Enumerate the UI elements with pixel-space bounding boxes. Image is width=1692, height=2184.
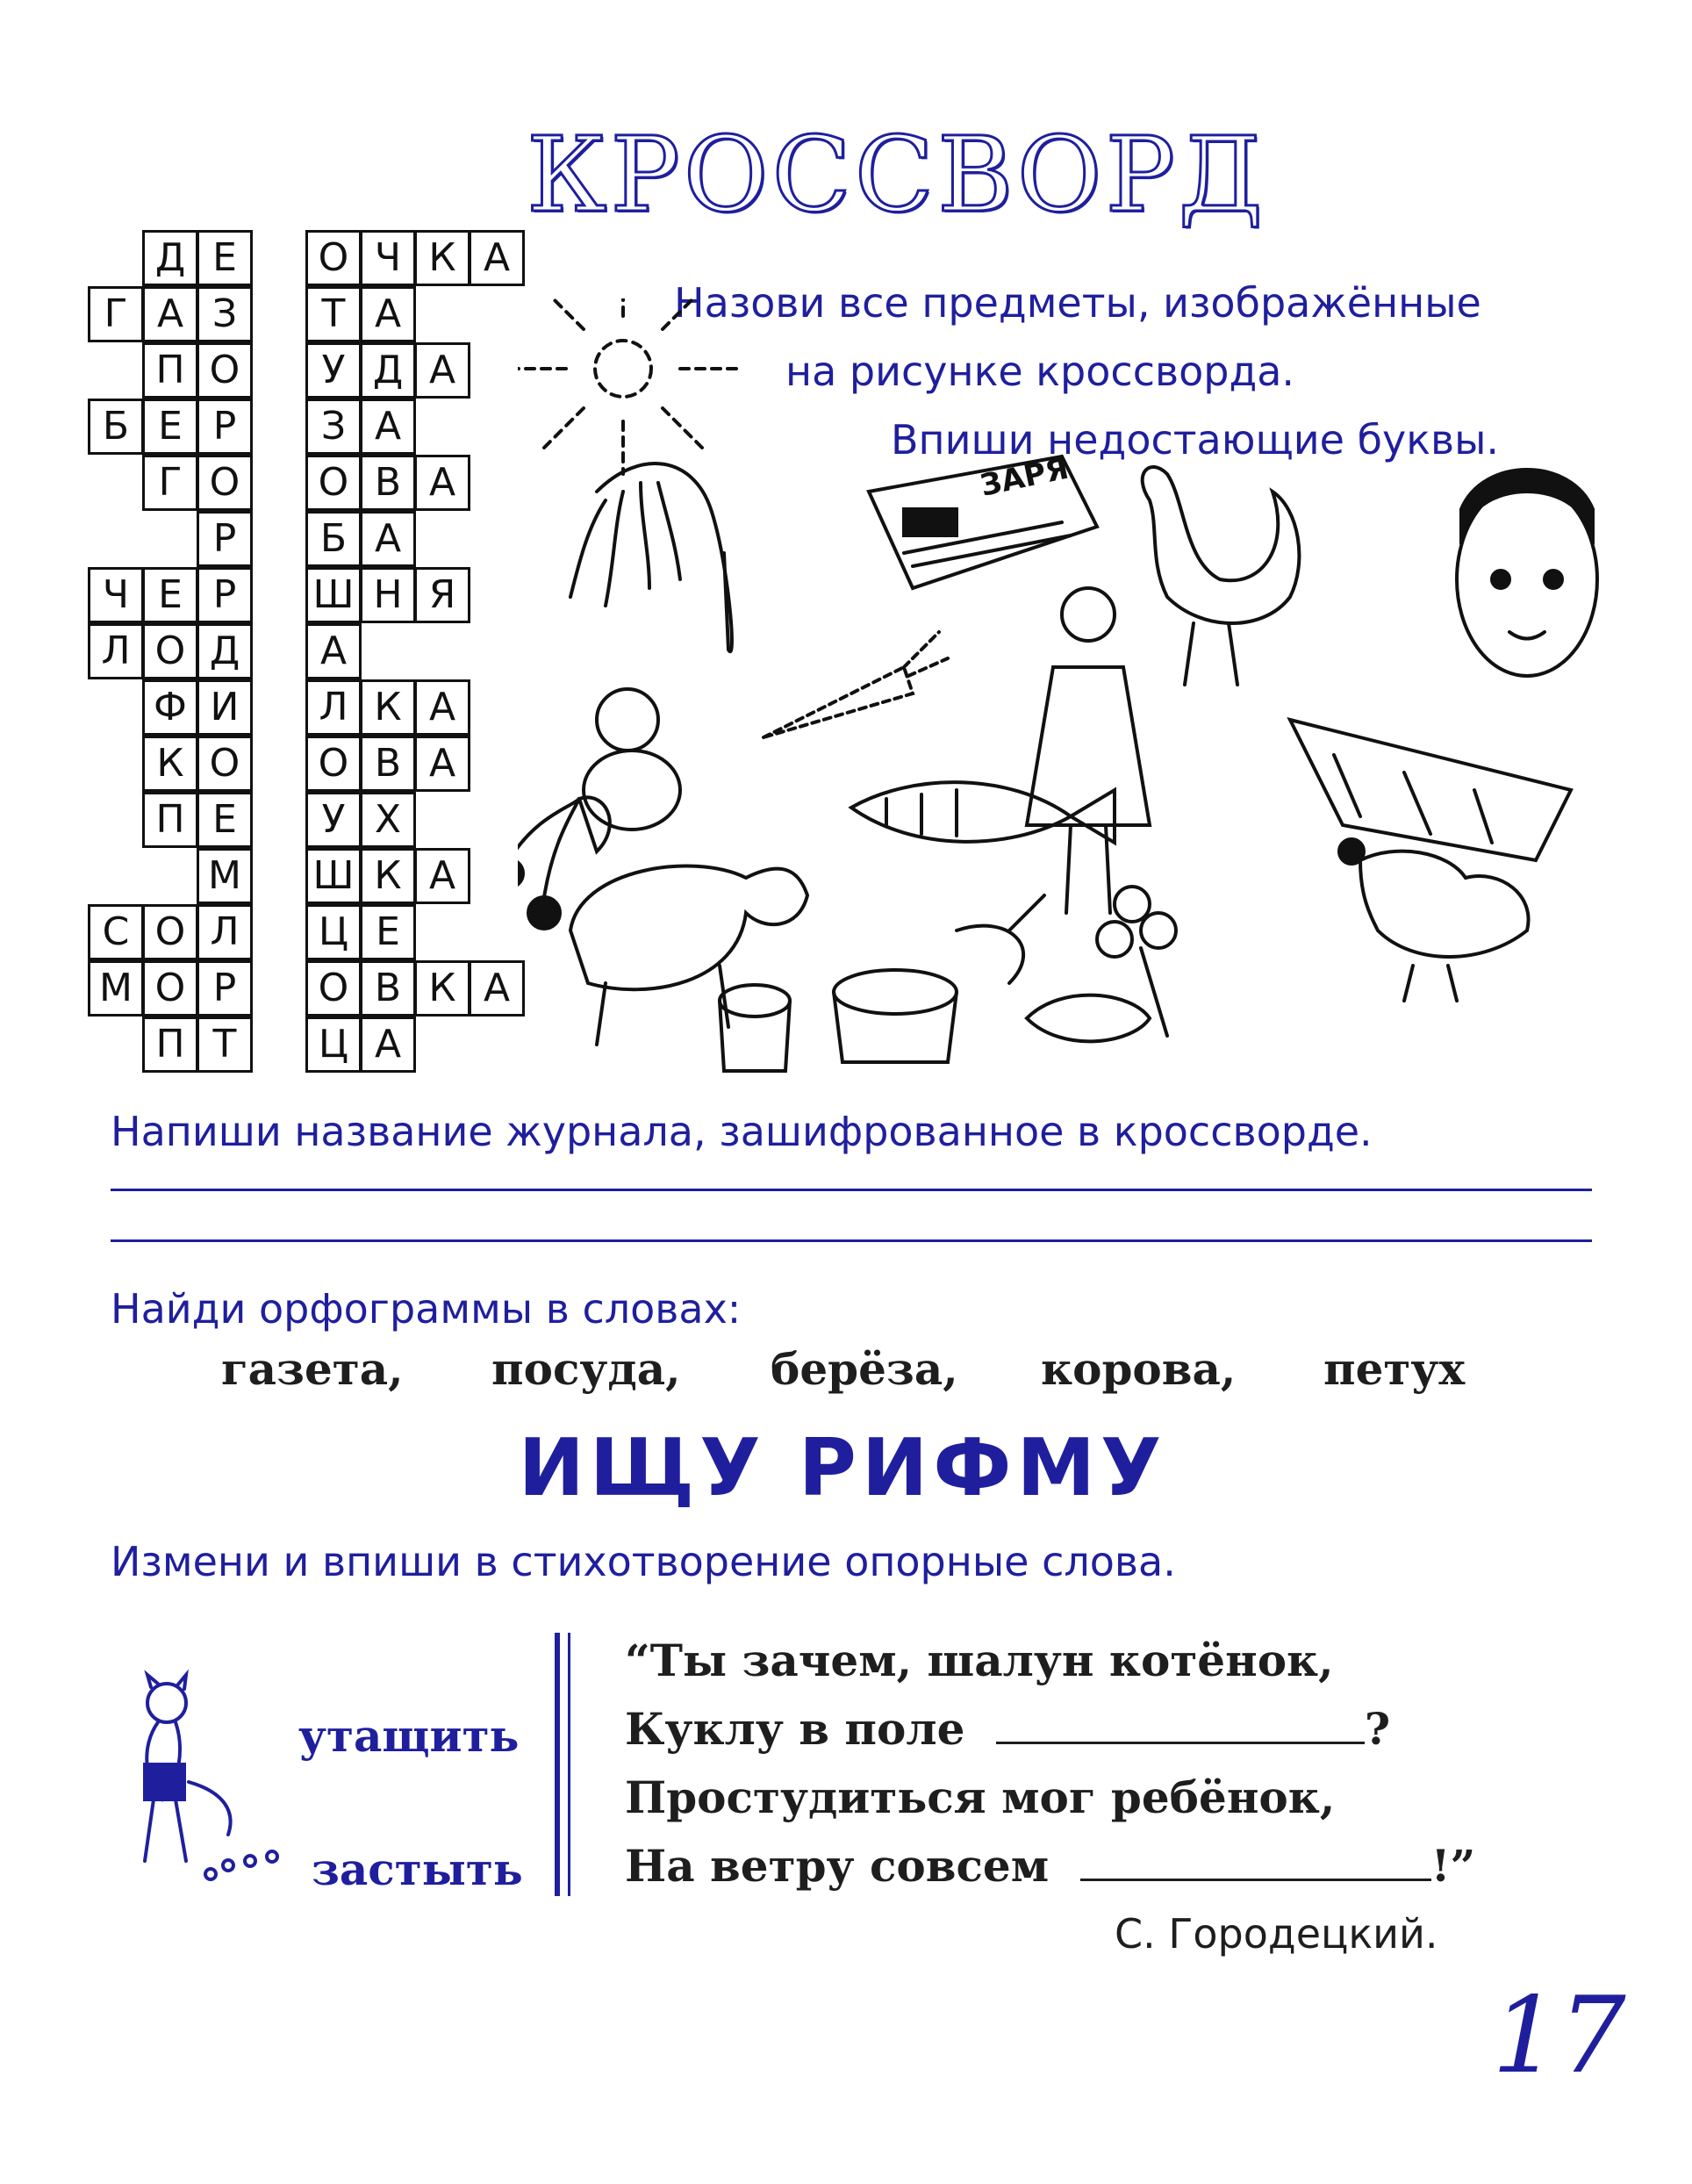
poem-line-4-end: !”	[1430, 1840, 1476, 1892]
crossword-cell[interactable]: Р	[197, 511, 253, 567]
crossword-cell[interactable]: М	[88, 960, 144, 1017]
word-item: берёза,	[771, 1343, 958, 1395]
crossword-cell[interactable]: О	[305, 230, 362, 286]
crossword-cell[interactable]: Д	[142, 230, 198, 286]
crossword-cell[interactable]: Г	[88, 286, 144, 342]
crossword-cell[interactable]: П	[142, 792, 198, 848]
crossword-cell[interactable]: Е	[197, 792, 253, 848]
crossword-cell[interactable]: Р	[197, 960, 253, 1017]
crossword-cell[interactable]: О	[197, 342, 253, 399]
crossword-cell[interactable]: С	[88, 904, 144, 960]
poem-blank-2[interactable]	[1080, 1843, 1431, 1881]
crossword-cell[interactable]: А	[414, 679, 470, 736]
poem-line-1: “Ты зачем, шалун котёнок,	[625, 1634, 1334, 1686]
flowers-picture	[1027, 887, 1176, 1041]
crossword-cell[interactable]: Ц	[305, 1017, 362, 1073]
crossword-cell[interactable]: Я	[414, 567, 470, 623]
crossword-cell[interactable]: Ф	[142, 679, 198, 736]
bird-picture	[1339, 839, 1529, 1001]
carrot-picture	[764, 632, 948, 737]
crossword-cell[interactable]: К	[360, 679, 416, 736]
crossword-cell[interactable]: Е	[142, 567, 198, 623]
crossword-cell[interactable]: Р	[197, 399, 253, 455]
crossword-cell[interactable]: К	[360, 848, 416, 904]
crossword-cell[interactable]: М	[197, 848, 253, 904]
crossword-cell[interactable]: Н	[360, 567, 416, 623]
crossword-cell[interactable]: А	[414, 455, 470, 511]
crossword-cell[interactable]: П	[142, 1017, 198, 1073]
crossword-cell[interactable]: А	[305, 623, 362, 679]
answer-line-2[interactable]	[111, 1239, 1592, 1242]
crossword-cell[interactable]: А	[360, 286, 416, 342]
crossword-cell[interactable]: Х	[360, 792, 416, 848]
crossword-cell[interactable]: О	[197, 736, 253, 792]
crossword-cell[interactable]: Р	[197, 567, 253, 623]
crossword-cell[interactable]: А	[360, 511, 416, 567]
crossword-cell[interactable]: Ш	[305, 848, 362, 904]
crossword-cell[interactable]: Е	[197, 230, 253, 286]
word-item: корова,	[1041, 1343, 1237, 1395]
crossword-cell[interactable]: К	[142, 736, 198, 792]
crossword-cell[interactable]: А	[414, 736, 470, 792]
crossword-cell[interactable]: Д	[197, 623, 253, 679]
crossword-cell[interactable]: З	[197, 286, 253, 342]
crossword-cell[interactable]: З	[305, 399, 362, 455]
face-picture	[1457, 470, 1597, 676]
crossword-cell[interactable]: А	[414, 848, 470, 904]
crossword-cell[interactable]: А	[360, 399, 416, 455]
crossword-cell[interactable]: О	[142, 623, 198, 679]
poem-line-2-text: Куклу в поле	[625, 1703, 965, 1755]
bear-picture	[584, 689, 680, 830]
crossword-cell[interactable]: У	[305, 342, 362, 399]
fish-picture	[851, 782, 1115, 843]
task-orthograms: Найди орфограммы в словах:	[111, 1285, 742, 1333]
crossword-cell[interactable]: Г	[142, 455, 198, 511]
crossword-cell[interactable]: И	[197, 679, 253, 736]
crossword-cell[interactable]: Т	[305, 286, 362, 342]
dishes-picture	[720, 895, 1044, 1071]
sun-picture	[518, 298, 737, 474]
instruction-line-1: Назови все предметы, изображённые	[674, 279, 1481, 327]
poem-line-2	[625, 1703, 1390, 1755]
poem-line-4	[625, 1840, 1475, 1892]
poem-line-4-text: На ветру совсем	[625, 1840, 1050, 1892]
crossword-cell[interactable]: О	[197, 455, 253, 511]
crossword-cell[interactable]: В	[360, 455, 416, 511]
poem-line-3: Простудиться мог ребёнок,	[625, 1771, 1336, 1823]
task-magazine-name: Напиши название журнала, зашифрованное в кроссворде.	[111, 1108, 1373, 1155]
kitten-picture	[105, 1668, 290, 1896]
crossword-cell[interactable]: Л	[88, 623, 144, 679]
crossword-cell[interactable]: О	[305, 455, 362, 511]
crossword-cell[interactable]: Е	[360, 904, 416, 960]
crossword-cell[interactable]: Б	[88, 399, 144, 455]
crossword-cell[interactable]: А	[469, 230, 525, 286]
crossword-grid	[88, 230, 562, 1090]
girl-picture	[1027, 588, 1150, 913]
word-item: газета,	[221, 1343, 404, 1395]
crossword-cell[interactable]: К	[414, 230, 470, 286]
crossword-cell[interactable]: Е	[142, 399, 198, 455]
page-number: 17	[1492, 1975, 1626, 2097]
crossword-cell[interactable]: Ч	[88, 567, 144, 623]
crossword-cell[interactable]: К	[414, 960, 470, 1017]
poem-author: С. Городецкий.	[1115, 1910, 1438, 1958]
instruction-line-2: на рисунке кроссворда.	[785, 348, 1295, 395]
key-word-zastyt: застыть	[312, 1843, 523, 1895]
crossword-cell[interactable]: В	[360, 736, 416, 792]
crossword-cell[interactable]: Ц	[305, 904, 362, 960]
crossword-cell[interactable]: Б	[305, 511, 362, 567]
word-item: петух	[1323, 1343, 1466, 1395]
rhyme-instruction: Измени и впиши в стихотворение опорные слова.	[111, 1538, 1176, 1585]
crossword-cell[interactable]: О	[142, 960, 198, 1017]
poem-blank-1[interactable]	[996, 1706, 1365, 1744]
crossword-cell[interactable]: А	[469, 960, 525, 1017]
crossword-cell[interactable]: Л	[305, 679, 362, 736]
crossword-cell[interactable]: Т	[197, 1017, 253, 1073]
cow-picture	[570, 866, 807, 1045]
key-word-utaschit: утащить	[298, 1710, 520, 1762]
crossword-cell[interactable]: А	[414, 342, 470, 399]
crossword-cell[interactable]: У	[305, 792, 362, 848]
crossword-cell[interactable]: А	[360, 1017, 416, 1073]
poem-divider	[555, 1633, 570, 1896]
rhyme-title: ИЩУ РИФМУ	[518, 1422, 1167, 1514]
boat-picture	[1290, 720, 1571, 860]
birch-picture	[570, 463, 732, 651]
crossword-cell[interactable]: О	[142, 904, 198, 960]
crossword-cell[interactable]: П	[142, 342, 198, 399]
crossword-cell[interactable]: О	[305, 736, 362, 792]
word-item: посуда,	[491, 1343, 681, 1395]
poem-line-2-end: ?	[1364, 1703, 1391, 1755]
crossword-cell[interactable]: В	[360, 960, 416, 1017]
rooster-picture	[1143, 467, 1300, 685]
newspaper-label: ЗАРЯ	[977, 450, 1072, 504]
crossword-pictures	[518, 298, 1606, 1106]
crossword-cell[interactable]: О	[305, 960, 362, 1017]
instruction-line-3: Впиши недостающие буквы.	[891, 416, 1500, 463]
crossword-cell[interactable]: Ч	[360, 230, 416, 286]
crossword-cell[interactable]: Ш	[305, 567, 362, 623]
answer-line-1[interactable]	[111, 1189, 1592, 1191]
crossword-cell[interactable]: Л	[197, 904, 253, 960]
page-title: КРОССВОРД	[527, 114, 1266, 235]
crossword-cell[interactable]: Д	[360, 342, 416, 399]
crossword-cell[interactable]: А	[142, 286, 198, 342]
